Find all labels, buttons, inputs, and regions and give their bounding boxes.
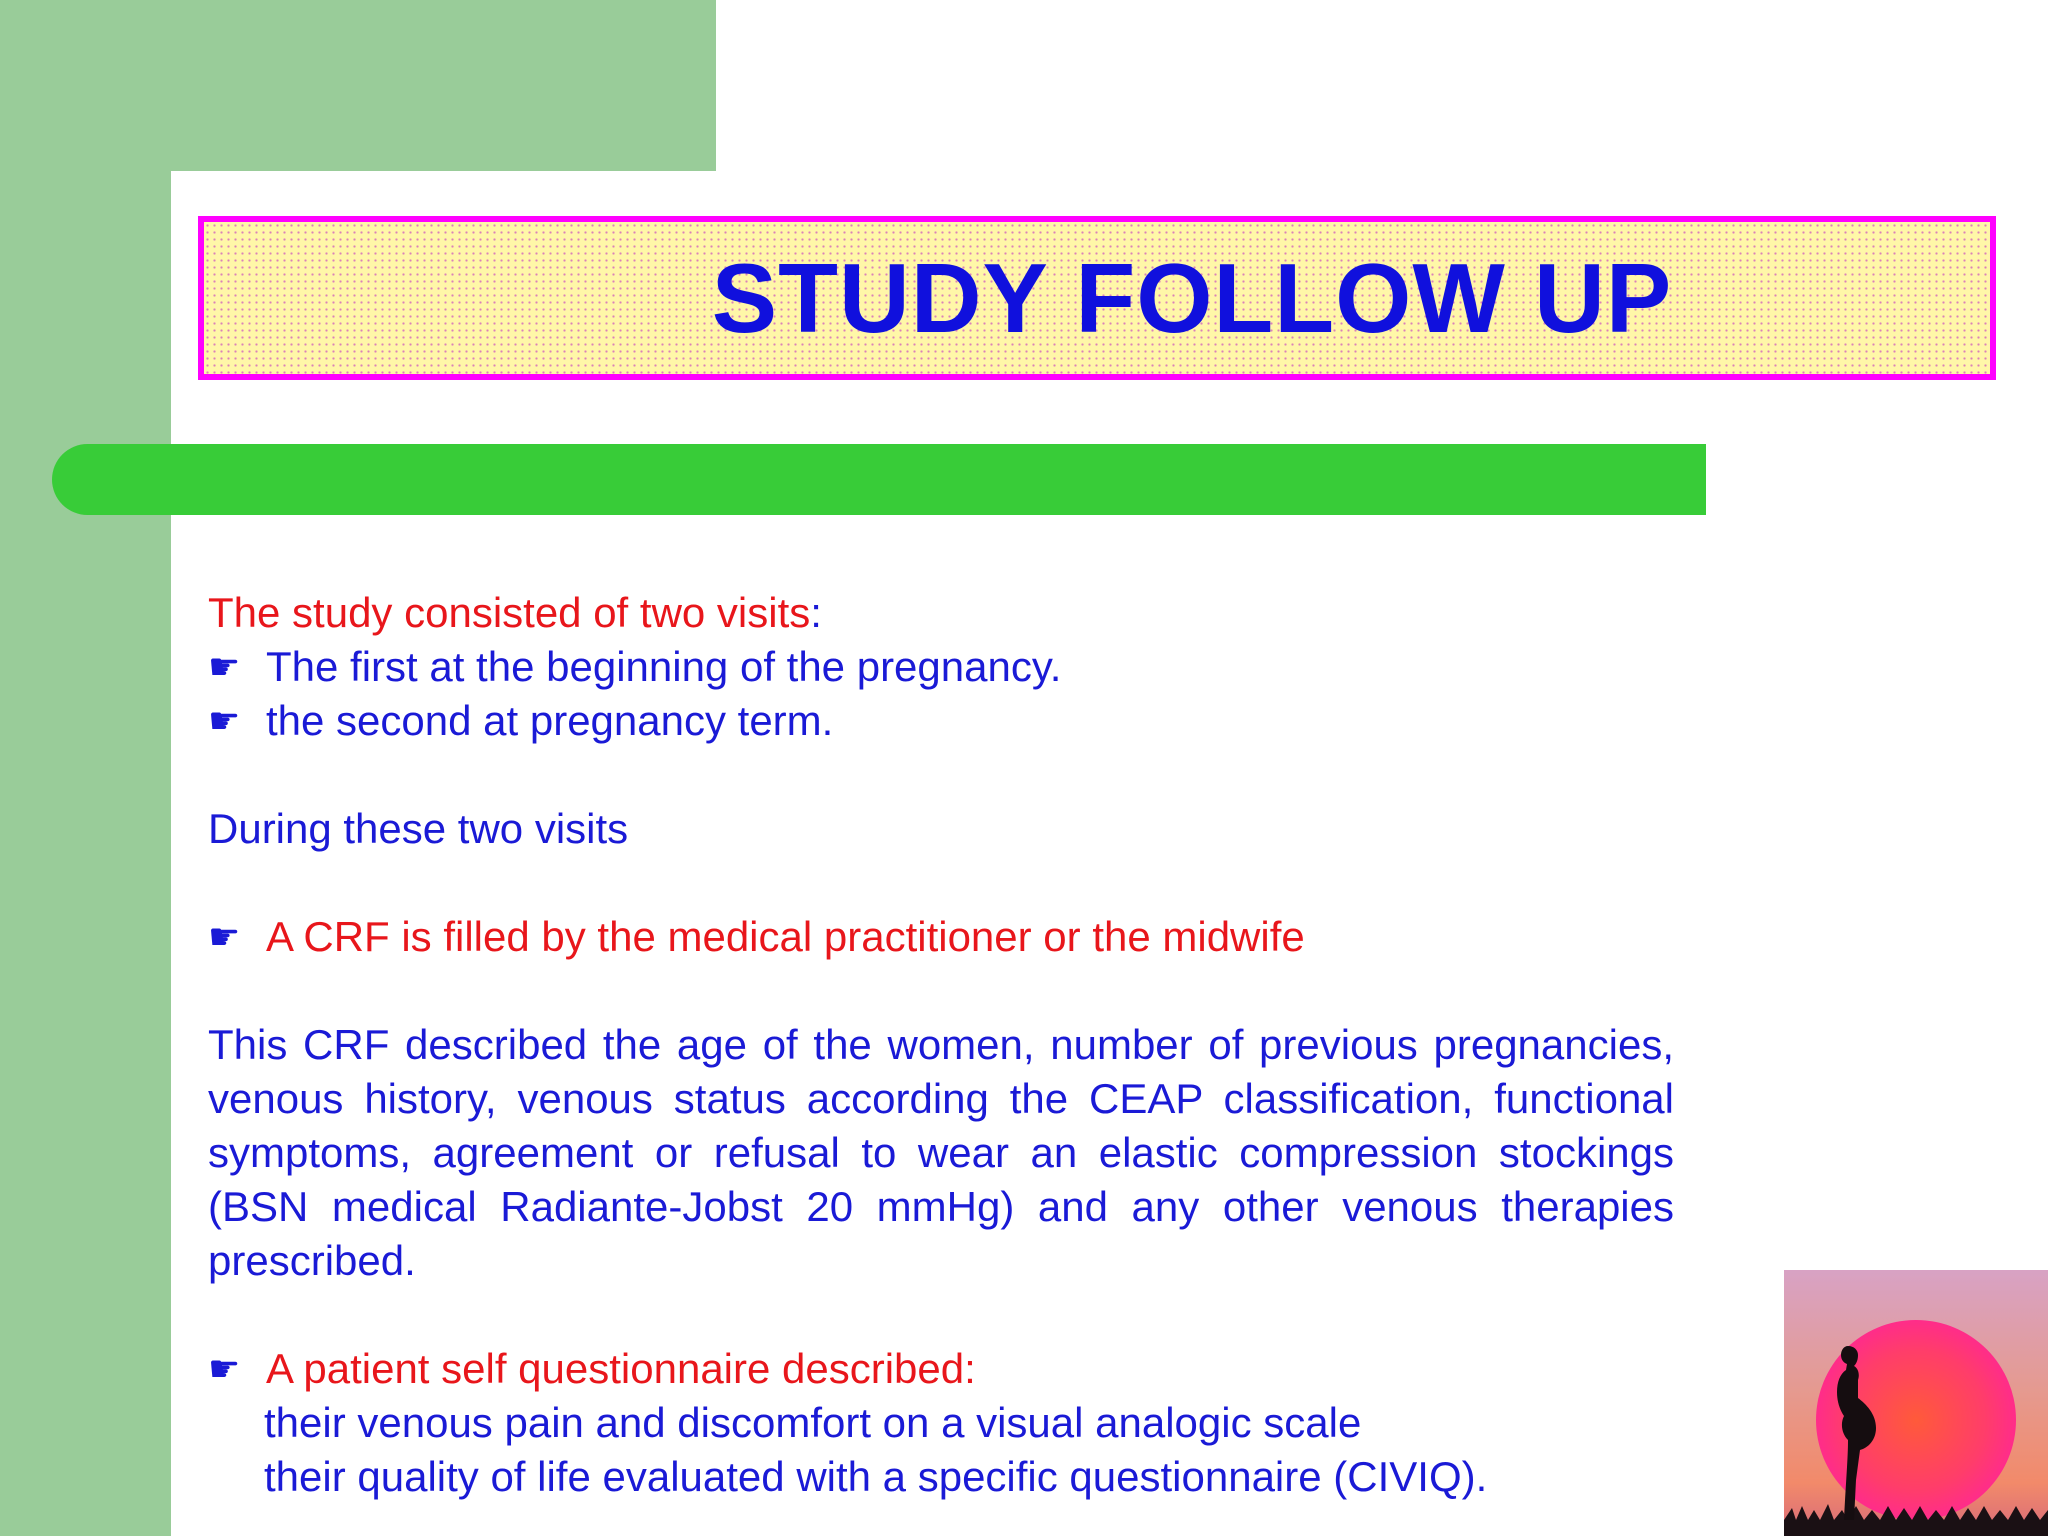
intro-text: The study consisted of two visits [208, 589, 811, 636]
intro-colon: : [810, 589, 822, 636]
pregnant-silhouette-photo [1784, 1270, 2048, 1536]
list-item [208, 1342, 1674, 1396]
during-text: During these two visits [208, 805, 629, 852]
list-item [208, 640, 1674, 694]
title-box [198, 216, 1996, 380]
questionnaire-item [208, 1450, 1674, 1504]
pointing-hand-icon: ☛ [208, 647, 241, 688]
questionnaire-item-text: their quality of life evaluated with a specific questionnaire (CIVIQ). [264, 1453, 1488, 1500]
questionnaire-item-text: their venous pain and discomfort on a visual analogic scale [264, 1399, 1362, 1446]
questionnaire-item [208, 1396, 1674, 1450]
visit-first: The first at the beginning of the pregnancy. [266, 643, 1062, 690]
intro-line [208, 586, 1674, 640]
pointing-hand-icon: ☛ [208, 917, 241, 958]
pointing-hand-icon: ☛ [208, 701, 241, 742]
slide-body [208, 586, 1674, 1504]
list-item [208, 694, 1674, 748]
list-item [208, 910, 1674, 964]
during-line [208, 802, 1674, 856]
visit-second: the second at pregnancy term. [266, 697, 834, 744]
sunset-silhouette-icon [1784, 1270, 2048, 1536]
decor-green-bar [52, 444, 1706, 515]
slide-title: STUDY FOLLOW UP [711, 242, 1673, 353]
decor-green-sidebar [0, 0, 171, 1536]
crf-description: This CRF described the age of the women, number of previous pregnancies, venous history, venous status according the CEAP classification, functional symptoms, agreement or refusal to wear an elastic compression stockings (BSN medical Radiante-Jobst 20 mmHg) and any other venous therapies prescribed. [208, 1021, 1674, 1284]
crf-bullet-text: A CRF is filled by the medical practitioner or the midwife [266, 913, 1305, 960]
pointing-hand-icon: ☛ [208, 1349, 241, 1390]
questionnaire-bullet-text: A patient self questionnaire described: [266, 1345, 976, 1392]
